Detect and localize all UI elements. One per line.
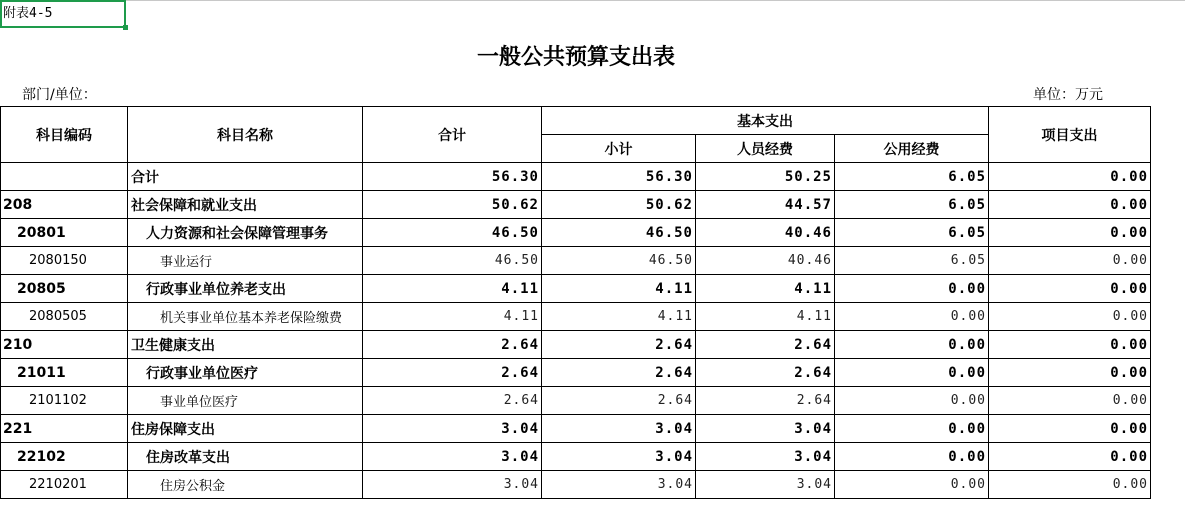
row-total[interactable]: 46.50 bbox=[363, 219, 542, 247]
table-row bbox=[1, 443, 1151, 471]
row-code[interactable]: 2210201 bbox=[1, 471, 128, 499]
table-row bbox=[1, 303, 1151, 331]
header-name: 科目名称 bbox=[128, 107, 363, 163]
row-subtotal[interactable]: 46.50 bbox=[542, 219, 696, 247]
row-name[interactable]: 行政事业单位医疗 bbox=[128, 359, 363, 387]
row-personnel[interactable]: 40.46 bbox=[696, 247, 835, 275]
row-project[interactable]: 0.00 bbox=[989, 163, 1151, 191]
table-row bbox=[1, 359, 1151, 387]
row-project[interactable]: 0.00 bbox=[989, 387, 1151, 415]
table-row bbox=[1, 331, 1151, 359]
row-subtotal[interactable]: 3.04 bbox=[542, 471, 696, 499]
unit-label: 单位：万元 bbox=[1033, 87, 1103, 103]
row-public[interactable]: 6.05 bbox=[835, 219, 989, 247]
row-personnel[interactable]: 4.11 bbox=[696, 303, 835, 331]
row-project[interactable]: 0.00 bbox=[989, 275, 1151, 303]
row-project[interactable]: 0.00 bbox=[989, 443, 1151, 471]
row-code[interactable]: 208 bbox=[1, 191, 128, 219]
row-subtotal[interactable]: 50.62 bbox=[542, 191, 696, 219]
table-title: 一般公共预算支出表 bbox=[476, 44, 675, 70]
row-code[interactable]: 21011 bbox=[1, 359, 128, 387]
table-row bbox=[1, 163, 1151, 191]
selected-cell[interactable] bbox=[0, 0, 126, 28]
row-subtotal[interactable]: 3.04 bbox=[542, 415, 696, 443]
row-total[interactable]: 2.64 bbox=[363, 331, 542, 359]
table-body bbox=[1, 163, 1151, 499]
row-public[interactable]: 6.05 bbox=[835, 247, 989, 275]
row-code[interactable]: 221 bbox=[1, 415, 128, 443]
row-subtotal[interactable]: 2.64 bbox=[542, 387, 696, 415]
row-subtotal[interactable]: 3.04 bbox=[542, 443, 696, 471]
table-row bbox=[1, 387, 1151, 415]
row-personnel[interactable]: 3.04 bbox=[696, 415, 835, 443]
header-basic: 基本支出 bbox=[542, 107, 989, 135]
row-public[interactable]: 0.00 bbox=[835, 331, 989, 359]
cell-ref-text: 附表4-5 bbox=[3, 6, 53, 21]
row-total[interactable]: 3.04 bbox=[363, 471, 542, 499]
row-public[interactable]: 0.00 bbox=[835, 471, 989, 499]
department-label: 部门/单位： bbox=[22, 87, 97, 103]
row-public[interactable]: 6.05 bbox=[835, 163, 989, 191]
table-row bbox=[1, 471, 1151, 499]
header-subtotal: 小计 bbox=[542, 135, 696, 163]
row-public[interactable]: 0.00 bbox=[835, 443, 989, 471]
row-project[interactable]: 0.00 bbox=[989, 303, 1151, 331]
row-name[interactable]: 机关事业单位基本养老保险缴费 bbox=[128, 303, 363, 331]
row-name[interactable]: 事业单位医疗 bbox=[128, 387, 363, 415]
header-total: 合计 bbox=[363, 107, 542, 163]
row-personnel[interactable]: 44.57 bbox=[696, 191, 835, 219]
row-personnel[interactable]: 2.64 bbox=[696, 331, 835, 359]
row-project[interactable]: 0.00 bbox=[989, 359, 1151, 387]
sheet-top-border bbox=[0, 0, 1185, 1]
table-row bbox=[1, 219, 1151, 247]
row-code[interactable]: 2080505 bbox=[1, 303, 128, 331]
row-project[interactable]: 0.00 bbox=[989, 415, 1151, 443]
row-public[interactable]: 0.00 bbox=[835, 415, 989, 443]
row-public[interactable]: 0.00 bbox=[835, 303, 989, 331]
row-name[interactable]: 卫生健康支出 bbox=[128, 331, 363, 359]
row-personnel[interactable]: 3.04 bbox=[696, 471, 835, 499]
table-row bbox=[1, 275, 1151, 303]
row-code[interactable]: 20801 bbox=[1, 219, 128, 247]
row-name[interactable]: 社会保障和就业支出 bbox=[128, 191, 363, 219]
header-public: 公用经费 bbox=[835, 135, 989, 163]
row-total[interactable]: 2.64 bbox=[363, 387, 542, 415]
row-total[interactable]: 4.11 bbox=[363, 275, 542, 303]
row-total[interactable]: 56.30 bbox=[363, 163, 542, 191]
row-code[interactable]: 22102 bbox=[1, 443, 128, 471]
row-code[interactable]: 20805 bbox=[1, 275, 128, 303]
row-name[interactable]: 住房公积金 bbox=[128, 471, 363, 499]
row-subtotal[interactable]: 4.11 bbox=[542, 303, 696, 331]
row-project[interactable]: 0.00 bbox=[989, 219, 1151, 247]
row-personnel[interactable]: 2.64 bbox=[696, 359, 835, 387]
row-total[interactable]: 3.04 bbox=[363, 443, 542, 471]
row-personnel[interactable]: 2.64 bbox=[696, 387, 835, 415]
row-public[interactable]: 0.00 bbox=[835, 387, 989, 415]
row-code[interactable]: 2080150 bbox=[1, 247, 128, 275]
row-public[interactable]: 6.05 bbox=[835, 191, 989, 219]
row-code[interactable] bbox=[1, 163, 128, 191]
row-subtotal[interactable]: 56.30 bbox=[542, 163, 696, 191]
row-personnel[interactable]: 4.11 bbox=[696, 275, 835, 303]
header-personnel: 人员经费 bbox=[696, 135, 835, 163]
row-code[interactable]: 2101102 bbox=[1, 387, 128, 415]
row-total[interactable]: 50.62 bbox=[363, 191, 542, 219]
row-name[interactable]: 住房改革支出 bbox=[128, 443, 363, 471]
row-name[interactable]: 合计 bbox=[128, 163, 363, 191]
table-row bbox=[1, 247, 1151, 275]
header-code: 科目编码 bbox=[1, 107, 128, 163]
row-name[interactable]: 行政事业单位养老支出 bbox=[128, 275, 363, 303]
table-row bbox=[1, 415, 1151, 443]
row-name[interactable]: 事业运行 bbox=[128, 247, 363, 275]
row-project[interactable]: 0.00 bbox=[989, 471, 1151, 499]
row-total[interactable]: 46.50 bbox=[363, 247, 542, 275]
row-code[interactable]: 210 bbox=[1, 331, 128, 359]
budget-table bbox=[0, 106, 1151, 499]
row-total[interactable]: 2.64 bbox=[363, 359, 542, 387]
row-personnel[interactable]: 3.04 bbox=[696, 443, 835, 471]
row-personnel[interactable]: 40.46 bbox=[696, 219, 835, 247]
row-total[interactable]: 3.04 bbox=[363, 415, 542, 443]
header-project: 项目支出 bbox=[989, 107, 1151, 163]
row-total[interactable]: 4.11 bbox=[363, 303, 542, 331]
row-subtotal[interactable]: 46.50 bbox=[542, 247, 696, 275]
row-subtotal[interactable]: 2.64 bbox=[542, 331, 696, 359]
row-public[interactable]: 0.00 bbox=[835, 275, 989, 303]
row-public[interactable]: 0.00 bbox=[835, 359, 989, 387]
row-project[interactable]: 0.00 bbox=[989, 247, 1151, 275]
row-name[interactable]: 住房保障支出 bbox=[128, 415, 363, 443]
row-project[interactable]: 0.00 bbox=[989, 191, 1151, 219]
row-subtotal[interactable]: 4.11 bbox=[542, 275, 696, 303]
row-project[interactable]: 0.00 bbox=[989, 331, 1151, 359]
table-row bbox=[1, 191, 1151, 219]
fill-handle[interactable] bbox=[123, 25, 128, 30]
row-subtotal[interactable]: 2.64 bbox=[542, 359, 696, 387]
row-name[interactable]: 人力资源和社会保障管理事务 bbox=[128, 219, 363, 247]
row-personnel[interactable]: 50.25 bbox=[696, 163, 835, 191]
